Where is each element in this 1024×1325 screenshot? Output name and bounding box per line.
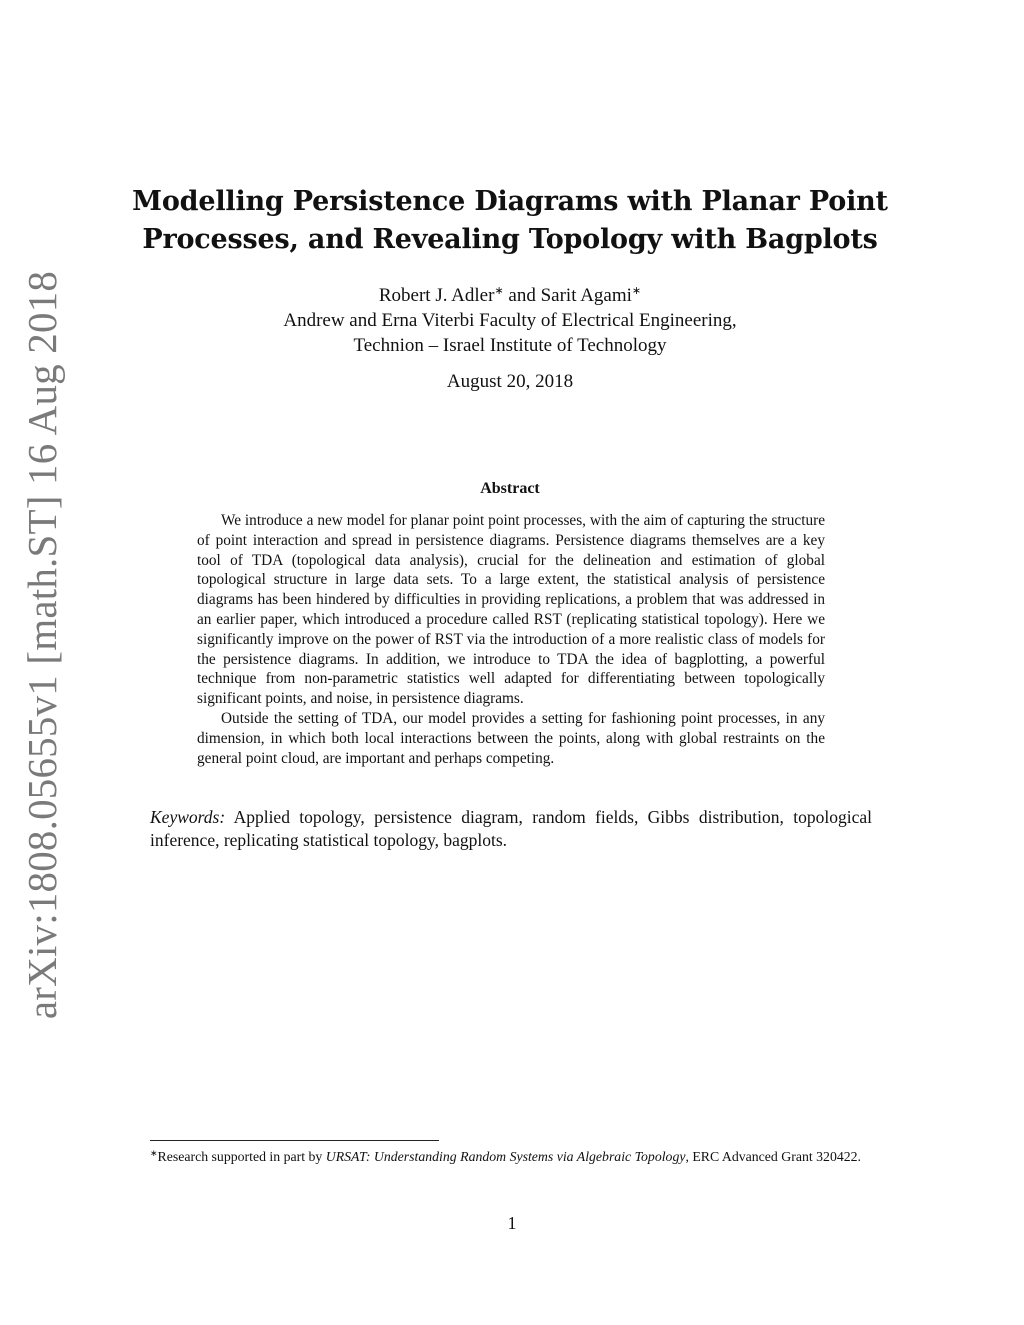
footnote-text-pre: Research supported in part by [157,1149,326,1164]
paper-title [130,183,890,259]
abstract-heading: Abstract [480,480,540,497]
author-footnote-mark-1: ∗ [494,285,504,297]
affiliation-line-1: Andrew and Erna Viterbi Faculty of Electrical Engineering, [283,310,737,331]
author-block [130,283,890,358]
publication-date: August 20, 2018 [446,371,574,392]
title-line-1: Modelling Persistence Diagrams with Planar Point [132,186,888,217]
keywords-text: Applied topology, persistence diagram, random fields, Gibbs distribution, topological inference, replicating statistical topology, bagplots. [150,807,872,850]
abstract-paragraph: Outside the setting of TDA, our model provides a setting for fashioning point processes, in any dimension, in which both local interactions between the points, along with global restraints on the general point cloud, are important and perhaps competing. [197,709,825,767]
title-line-2: Processes, and Revealing Topology with Bagplots [142,224,878,255]
keywords-label: Keywords: [150,807,226,827]
author-footnote-mark-2: ∗ [631,285,642,297]
author-name-2: and Sarit Agami [503,285,632,306]
footnote-grant-title: URSAT: Understanding Random Systems via Algebraic Topology [325,1149,686,1164]
abstract-body [197,511,825,768]
footnote [150,1147,872,1166]
author-name-1: Robert J. Adler [378,285,495,306]
affiliation-line-2: Technion – Israel Institute of Technology [353,335,667,356]
author-names [130,283,890,308]
page-number: 1 [507,1213,517,1233]
footnote-text-post: , ERC Advanced Grant 320422. [685,1149,861,1164]
arxiv-identifier-stamp: arXiv:1808.05655v1 [math.ST] 16 Aug 2018 [19,270,65,1020]
keywords [150,806,872,852]
abstract-paragraph: We introduce a new model for planar point point processes, with the aim of capturing the structure of point interaction and spread in persistence diagrams. Persistence diagrams themselves are a key tool of TDA (topological data analysis), crucial for the delineation and estimation of global topological structure in large data sets. To a large extent, the statistical analysis of persistence diagrams has been hindered by difficulties in providing replications, a problem that was addressed in an earlier paper, which introduced a procedure called RST (replicating statistical topology). Here we significantly improve on the power of RST via the introduction of a more realistic class of models for the persistence diagrams. In addition, we introduce to TDA the idea of bagplotting, a powerful technique from non-parametric statistics well adapted for differentiating between topologically significant points, and noise, in persistence diagrams. [197,512,825,708]
footnote-divider [150,1140,439,1141]
footnote-mark: ∗ [150,1148,158,1158]
